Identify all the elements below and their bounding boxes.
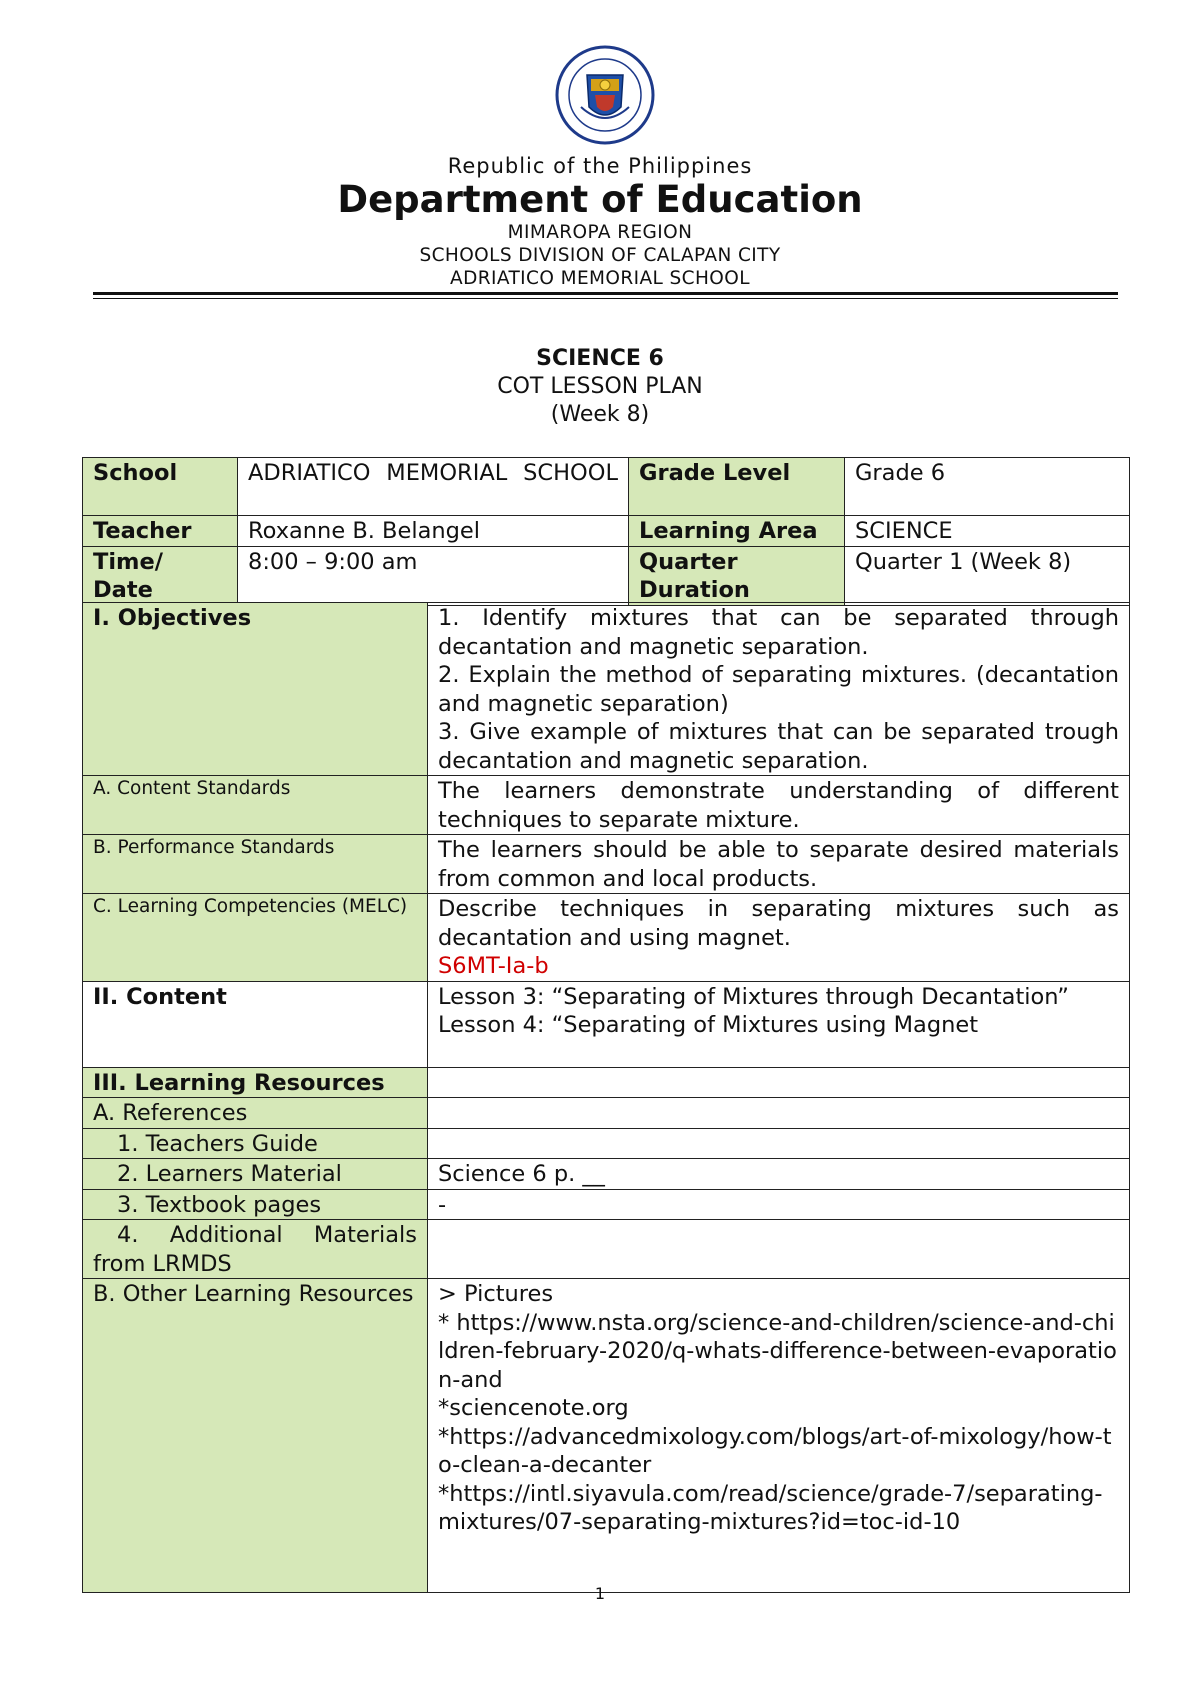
content-standards-label: A. Content Standards xyxy=(83,776,428,835)
subject-title: SCIENCE 6 xyxy=(536,346,664,371)
area-value: SCIENCE xyxy=(845,516,1130,547)
header-rule-thin xyxy=(93,298,1118,299)
other-resources-label: B. Other Learning Resources xyxy=(83,1279,428,1593)
content-standards-value: The learners demonstrate understanding of different techniques to separate mixture. xyxy=(428,776,1130,835)
resources-label: III. Learning Resources xyxy=(83,1067,428,1098)
school-label: School xyxy=(83,458,238,516)
grade-label: Grade Level xyxy=(629,458,845,516)
resources-value xyxy=(428,1067,1130,1098)
area-label: Learning Area xyxy=(629,516,845,547)
resource-link[interactable]: *https://intl.siyavula.com/read/science/grade-7/separating-mixtures/07-separating-mixtures?id=toc-id-10 xyxy=(438,1480,1103,1535)
competencies-label: C. Learning Competencies (MELC) xyxy=(83,894,428,982)
time-label: Time/ Date xyxy=(83,546,238,605)
page-number: 1 xyxy=(594,1584,606,1603)
quarter-value: Quarter 1 (Week 8) xyxy=(845,546,1130,605)
resource-link[interactable]: *https://advancedmixology.com/blogs/art-of-mixology/how-to-clean-a-decanter xyxy=(438,1423,1112,1478)
lesson-line: Lesson 4: “Separating of Mixtures using Magnet xyxy=(438,1012,979,1038)
quarter-label: Quarter Duration xyxy=(629,546,845,605)
learners-material-value: Science 6 p. __ xyxy=(428,1159,1130,1190)
objective-item: 1. Identify mixtures that can be separated through decantation and magnetic separation. xyxy=(438,605,1119,660)
references-label: A. References xyxy=(83,1098,428,1129)
references-value xyxy=(428,1098,1130,1129)
teachers-guide-label: 1. Teachers Guide xyxy=(83,1128,428,1159)
objective-item: 2. Explain the method of separating mixtures. (decantation and magnetic separation) xyxy=(438,662,1119,717)
department-title: Department of Education xyxy=(337,178,863,221)
deped-seal-logo xyxy=(555,45,655,145)
teachers-guide-value xyxy=(428,1128,1130,1159)
objective-item: 3. Give example of mixtures that can be separated trough decantation and magnetic separation. xyxy=(438,719,1119,774)
teacher-value: Roxanne B. Belangel xyxy=(238,516,629,547)
competencies-value xyxy=(428,894,1130,982)
republic-line: Republic of the Philippines xyxy=(447,154,753,178)
resource-link[interactable]: * https://www.nsta.org/science-and-children/science-and-children-february-2020/q-whats-difference-between-evaporation-and xyxy=(438,1309,1117,1393)
resource-line: > Pictures xyxy=(438,1281,554,1307)
learners-material-label: 2. Learners Material xyxy=(83,1159,428,1190)
school-value: ADRIATICO MEMORIAL SCHOOL xyxy=(238,458,629,516)
header-rule-thick xyxy=(93,292,1118,295)
objectives-label: I. Objectives xyxy=(83,603,428,776)
lesson-line: Lesson 3: “Separating of Mixtures through Decantation” xyxy=(438,983,1069,1010)
performance-standards-label: B. Performance Standards xyxy=(83,835,428,894)
competencies-text: Describe techniques in separating mixtures such as decantation and using magnet. xyxy=(438,896,1119,951)
time-value: 8:00 – 9:00 am xyxy=(238,546,629,605)
division-line: SCHOOLS DIVISION OF CALAPAN CITY xyxy=(419,245,781,266)
teacher-label: Teacher xyxy=(83,516,238,547)
school-line: ADRIATICO MEMORIAL SCHOOL xyxy=(450,268,750,289)
additional-materials-label: 4. Additional Materials from LRMDS xyxy=(83,1220,428,1279)
week-title: (Week 8) xyxy=(550,402,650,427)
plan-title: COT LESSON PLAN xyxy=(497,374,703,399)
content-value xyxy=(428,981,1130,1067)
resource-link[interactable]: *sciencenote.org xyxy=(438,1395,629,1421)
content-label: II. Content xyxy=(83,981,428,1067)
additional-materials-value xyxy=(428,1220,1130,1279)
competency-code: S6MT-Ia-b xyxy=(438,953,549,979)
info-table xyxy=(82,457,1130,606)
region-line: MIMAROPA REGION xyxy=(507,222,693,243)
objectives-list xyxy=(428,603,1130,776)
performance-standards-value: The learners should be able to separate desired materials from common and local products. xyxy=(428,835,1130,894)
grade-value: Grade 6 xyxy=(845,458,1130,516)
lesson-plan-table xyxy=(82,602,1130,1593)
other-resources-value xyxy=(428,1279,1130,1593)
textbook-label: 3. Textbook pages xyxy=(83,1189,428,1220)
textbook-value: - xyxy=(428,1189,1130,1220)
